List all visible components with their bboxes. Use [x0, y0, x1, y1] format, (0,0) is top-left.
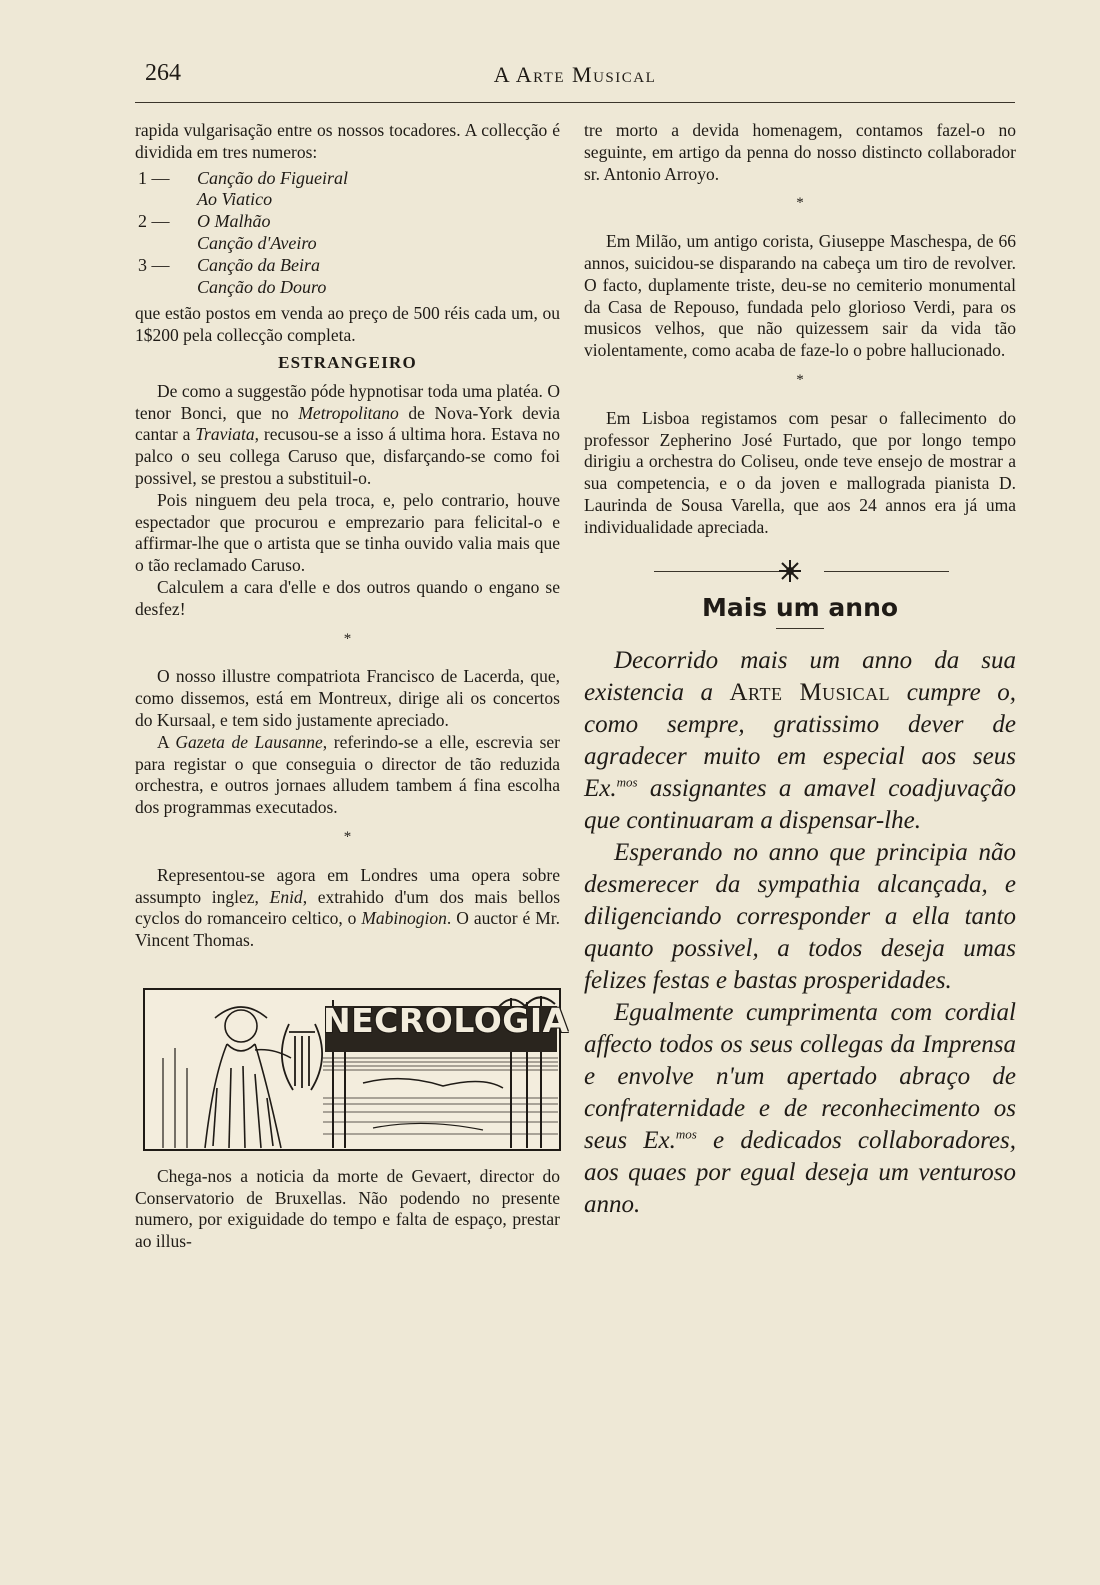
page-number: 264 — [145, 60, 181, 86]
necrologia-banner — [143, 988, 569, 1151]
paragraph: Esperando no anno que principia não desmerecer da sympathia alcançada, e diligenciando corresponder a ella tanto quanto possivel, a todos deseja umas felizes festas e bastas prosperidades. — [584, 839, 1016, 995]
list-subtitle: Ao Viatico — [197, 189, 273, 210]
paragraph: Pois ninguem deu pela troca, e, pelo contrario, houve espectador que procurou e emprezario para felicital-o e affirmar-lhe que o artista que se tinha ouvido valia mais que o tão reclamado Caruso. — [135, 489, 560, 576]
journal-title: A Arte Musical — [493, 62, 657, 87]
feature-title: Mais um anno — [701, 592, 899, 622]
ornamental-divider — [584, 559, 1016, 583]
left-column — [135, 120, 569, 1253]
paragraph: Decorrido mais um anno da sua existencia a Arte Musical cumpre o, como sempre, gratissimo dever de agradecer muito em especial aos seus Ex.$^{mos}$ assignantes a amavel coadjuvação que continuaram a dispensar-lhe. — [584, 647, 1016, 835]
paragraph: O nosso illustre compatriota Francisco de Lacerda, que, como dissemos, está em Montreux, dirige ali os concertos do Kursaal, e tem sido justamente apreciado. — [135, 666, 560, 730]
paragraph: Em Lisboa registamos com pesar o fallecimento do professor Zepherino José Furtado, que por longo tempo dirigiu a orchestra do Coliseu, onde teve ensejo de mostrar a sua competencia, e o da joven e mallograda pianista D. Laurinda de Sousa Varella, que aos 24 annos era já uma individualidade apreciada. — [584, 407, 1016, 537]
asterism: * — [796, 195, 804, 212]
paragraph: Em Milão, um antigo corista, Giuseppe Maschespa, de 66 annos, suicidou-se disparando na cabeça um tiro de revolver. O facto, duplamente triste, deu-se no cemiterio monumental da Casa de Repouso, fundada pelo glorioso Verdi, para os musicos velhos, que não quizessem sair da vida tão violentamente, como acaba de faze-lo o pobre hallucionado. — [584, 231, 1016, 361]
list-title: Canção do Figueiral — [197, 167, 348, 188]
banner-title: NECROLOGIA — [323, 1000, 569, 1040]
list-item — [135, 211, 560, 255]
header-rule — [135, 102, 1015, 103]
paragraph: que estão postos em venda ao preço de 500 réis cada um, ou 1$200 pela collecção completa. — [135, 303, 560, 346]
list-subtitle: Canção d'Aveiro — [197, 232, 317, 253]
list-number: 2 — — [138, 211, 170, 232]
paragraph: rapida vulgarisação entre os nossos tocadores. A collecção é dividida em tres numeros: — [135, 120, 560, 162]
list-title: O Malhão — [197, 211, 271, 232]
list-number: 3 — — [138, 254, 170, 275]
song-list — [135, 168, 560, 299]
asterism: * — [343, 828, 352, 845]
running-header — [135, 58, 1015, 92]
paragraph: tre morto a devida homenagem, contamos fazel-o no seguinte, em artigo da penna do nosso distincto collaborador sr. Antonio Arroyo. — [584, 120, 1016, 184]
feature-rule — [776, 628, 824, 629]
paragraph: Representou-se agora em Londres uma opera sobre assumpto inglez, Enid, extrahido d'um dos mais bellos cyclos do romanceiro celtico, o Mabinogion. O auctor é Mr. Vincent Thomas. — [135, 864, 561, 951]
section-heading: ESTRANGEIRO — [278, 352, 417, 372]
list-subtitle: Canção do Douro — [197, 276, 327, 297]
right-column — [584, 120, 1016, 1221]
asterism: * — [343, 630, 352, 647]
list-number: 1 — — [138, 167, 170, 188]
paragraph: Chega-nos a noticia da morte de Gevaert, director do Conservatorio de Bruxellas. Não podendo no presente numero, por exiguidade do tempo e falta de espaço, prestar ao illus- — [135, 1165, 560, 1252]
paragraph: Calculem a cara d'elle e dos outros quando o engano se desfez! — [135, 576, 560, 619]
list-item — [135, 255, 560, 299]
paragraph: De como a suggestão póde hypnotisar toda uma platéa. O tenor Bonci, que no Metropolitano de Nova-York devia cantar a Traviata, recusou-se a isso á ultima hora. Estava no palco o seu collega Caruso que, disfarçando-se como foi possivel, se prestou a substituil-o. — [135, 380, 560, 488]
list-title: Canção da Beira — [197, 254, 320, 275]
feature-article — [584, 645, 1016, 1221]
flower-ornament-icon — [778, 559, 802, 583]
list-item — [135, 168, 560, 212]
asterism: * — [796, 371, 804, 388]
paragraph: A Gazeta de Lausanne, referindo-se a elle, escrevia ser para registar o que conseguia o director de tão reduzida orchestra, e outros jornaes alludem tambem á fina escolha dos programmas executados. — [135, 731, 560, 818]
paragraph: Egualmente cumprimenta com cordial affecto todos os seus collegas da Imprensa e envolve n'um apertado abraço de confraternidade e de reconhecimento os seus Ex.$^{mos}$ e dedicados collaboradores, aos quaes por egual deseja um venturoso anno. — [584, 999, 1016, 1219]
